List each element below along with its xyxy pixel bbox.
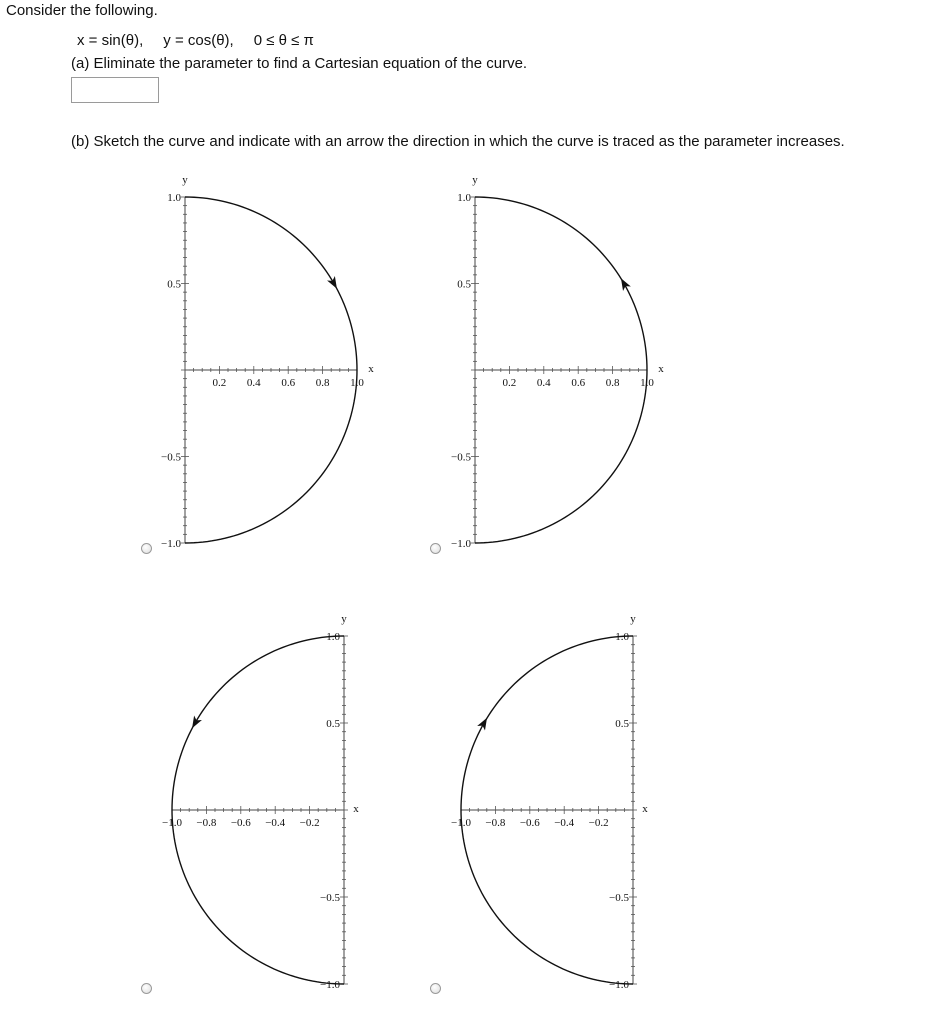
question-intro: Consider the following. [6, 2, 158, 19]
y-tick-label: −0.5 [609, 892, 629, 904]
y-tick-label: −1.0 [609, 979, 629, 991]
x-tick-label: 0.6 [571, 377, 586, 389]
x-tick-label: −0.6 [519, 817, 540, 829]
x-tick-label: −0.8 [196, 817, 217, 829]
y-axis-label: y [341, 613, 347, 625]
x-tick-label: −0.6 [230, 817, 251, 829]
theta-range: 0 ≤ θ ≤ π [253, 32, 314, 49]
y-axis-label: y [630, 613, 636, 625]
x-axis-label: x [368, 363, 374, 375]
y-equation: y = cos(θ), [163, 32, 234, 49]
y-tick-label: −1.0 [451, 538, 471, 550]
y-tick-label: −1.0 [161, 538, 181, 550]
y-tick-label: 1.0 [615, 631, 629, 643]
y-tick-label: −0.5 [320, 892, 340, 904]
y-axis-label: y [472, 174, 478, 186]
x-tick-label: 0.2 [502, 377, 517, 389]
x-tick-label: 0.2 [212, 377, 227, 389]
x-tick-label: −0.4 [554, 817, 575, 829]
y-tick-label: 1.0 [457, 192, 471, 204]
x-tick-label: −0.4 [265, 817, 286, 829]
x-tick-label: 0.8 [605, 377, 620, 389]
x-tick-label: −0.2 [588, 817, 609, 829]
y-tick-label: 0.5 [615, 718, 629, 730]
x-equation: x = sin(θ), [77, 32, 144, 49]
y-tick-label: −0.5 [451, 451, 471, 464]
x-axis-label: x [642, 803, 648, 815]
x-tick-label: 1.0 [640, 377, 654, 389]
x-tick-label: 0.4 [246, 377, 261, 389]
x-tick-label: −0.2 [299, 817, 320, 829]
x-tick-label: −1.0 [162, 817, 182, 829]
x-axis-label: x [353, 803, 359, 815]
y-tick-label: 0.5 [167, 278, 181, 291]
x-tick-label: 0.6 [281, 377, 296, 389]
x-tick-label: −0.8 [485, 817, 506, 829]
x-tick-label: 1.0 [350, 377, 364, 389]
y-tick-label: −0.5 [161, 451, 181, 464]
part-b-prompt: (b) Sketch the curve and indicate with an arrow the direction in which the curve is traced as the parameter increases. [71, 133, 845, 150]
x-axis-label: x [658, 363, 664, 375]
direction-arrow [477, 718, 487, 731]
x-tick-label: 0.8 [315, 377, 330, 389]
part-a-prompt: (a) Eliminate the parameter to find a Cartesian equation of the curve. [71, 55, 528, 72]
y-tick-label: 0.5 [457, 278, 471, 291]
y-axis-label: y [182, 174, 188, 186]
x-tick-label: 0.4 [536, 377, 551, 389]
y-tick-label: −1.0 [320, 979, 340, 991]
y-tick-label: 0.5 [326, 718, 340, 730]
x-tick-label: −1.0 [451, 817, 471, 829]
y-tick-label: 1.0 [326, 631, 340, 643]
y-tick-label: 1.0 [167, 192, 181, 204]
